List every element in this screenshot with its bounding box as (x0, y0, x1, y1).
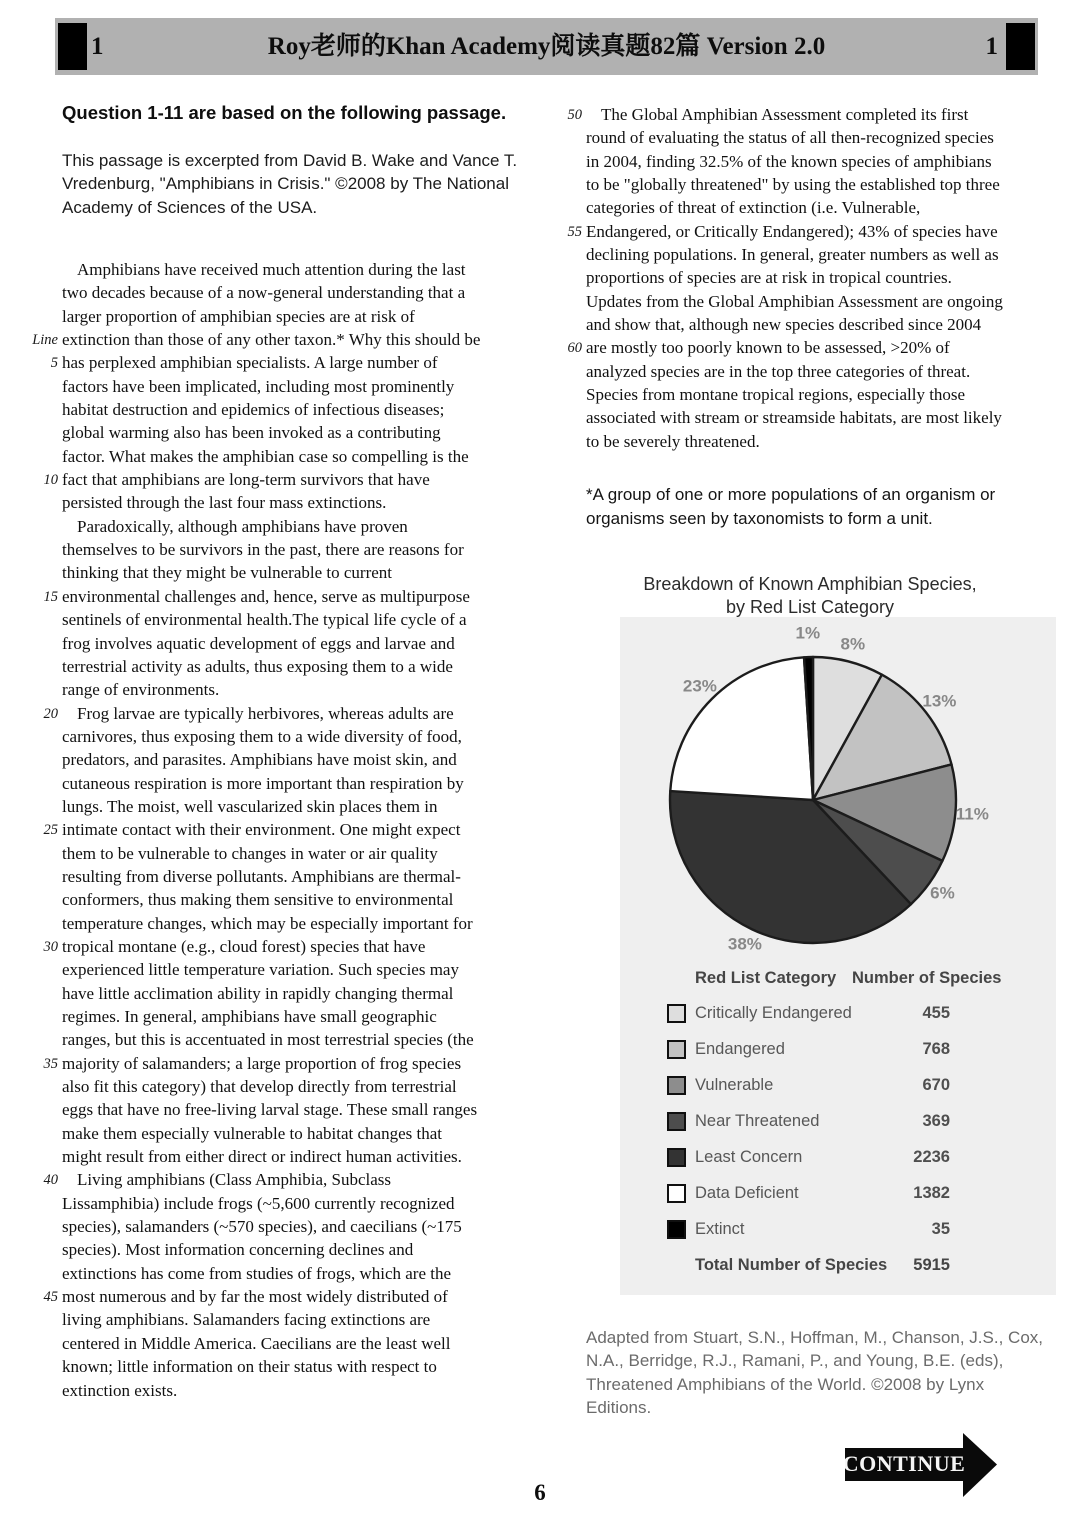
passage-line (62, 398, 554, 421)
passage-text: lungs. The moist, well vascularized skin places them in (62, 796, 438, 816)
passage-line (586, 126, 1066, 149)
passage-line (43, 1052, 554, 1075)
passage-text: Lissamphibia) include frogs (~5,600 currently recognized (62, 1193, 455, 1213)
pie-percent-label: 6% (930, 883, 955, 903)
passage-text: round of evaluating the status of all then-recognized species (586, 128, 994, 148)
line-number: 60 (567, 340, 582, 357)
passage-line (43, 1285, 554, 1308)
legend-value: 35 (931, 1220, 950, 1238)
passage-line (62, 1379, 554, 1402)
passage-text: carnivores, thus exposing them to a wide diversity of food, (62, 726, 462, 746)
legend-row (620, 1182, 1056, 1206)
pie-percent-label: 8% (840, 634, 866, 654)
passage-left-column (32, 258, 554, 1402)
passage-text: them to be vulnerable to changes in water or air quality (62, 843, 438, 863)
passage-text: extinctions has come from studies of frogs, which are the (62, 1263, 452, 1283)
passage-line (586, 150, 1066, 173)
source-note-line: Vredenburg, "Amphibians in Crisis." ©2008 by The National (62, 174, 509, 194)
source-note-line: Academy of Sciences of the USA. (62, 197, 318, 217)
passage-text: thinking that they might be vulnerable to current (62, 563, 392, 583)
passage-line (62, 795, 554, 818)
passage-line (62, 421, 554, 444)
legend-row (620, 1038, 1056, 1062)
passage-line (62, 1028, 554, 1051)
legend-header-row (620, 967, 1056, 991)
pie-percent-label: 38% (727, 934, 762, 954)
legend-label: Endangered (695, 1040, 785, 1058)
line-number: 55 (567, 223, 582, 240)
passage-line (567, 220, 1066, 243)
passage-text: extinction than those of any other taxon.* Why this should be (62, 330, 481, 350)
passage-line (62, 1098, 554, 1121)
passage-text: declining populations. In general, greater numbers as well as (586, 245, 999, 265)
passage-line (32, 328, 554, 351)
passage-right-column (567, 103, 1066, 453)
chart-panel (620, 617, 1056, 1295)
passage-text: to be "globally threatened" by using the established top three (586, 175, 1000, 195)
passage-text: themselves to be survivors in the past, there are reasons for (62, 540, 464, 560)
passage-text: intimate contact with their environment. One might expect (62, 820, 461, 840)
legend-value: 2236 (913, 1148, 950, 1166)
passage-text: might result from either direct or indirect human activities. (62, 1147, 462, 1167)
legend-value: 455 (922, 1004, 950, 1022)
passage-line (586, 266, 1066, 289)
legend-value: 768 (922, 1040, 950, 1058)
chart-title (562, 573, 1058, 618)
passage-text: in 2004, finding 32.5% of the known species of amphibians (586, 151, 992, 171)
passage-line (62, 515, 554, 538)
passage-line (43, 702, 554, 725)
legend-value: 670 (922, 1076, 950, 1094)
passage-line (62, 912, 554, 935)
source-note-line: This passage is excerpted from David B. Wake and Vance T. (62, 151, 518, 170)
passage-footnote (586, 483, 1066, 531)
passage-text: global warming also has been invoked as a contributing (62, 423, 441, 443)
passage-text: frog involves aquatic development of eggs and larvae and (62, 633, 455, 653)
passage-line (62, 1355, 554, 1378)
passage-line (62, 445, 554, 468)
legend-row (620, 1110, 1056, 1134)
passage-heading: Question 1-11 are based on the following passage. (62, 102, 507, 123)
passage-text: living amphibians. Salamanders facing extinctions are (62, 1310, 431, 1330)
line-number: 10 (43, 472, 58, 489)
passage-text: centered in Middle America. Caecilians are the least well (62, 1333, 451, 1353)
passage-line (62, 982, 554, 1005)
passage-text: tropical montane (e.g., cloud forest) species that have (62, 936, 426, 956)
legend-label: Near Threatened (695, 1112, 820, 1130)
legend-swatch-least-concern (667, 1148, 686, 1167)
legend-swatch-endangered (667, 1040, 686, 1059)
passage-line (62, 958, 554, 981)
passage-text: temperature changes, which may be especially important for (62, 913, 473, 933)
line-number: Line (32, 332, 58, 349)
passage-line (586, 406, 1066, 429)
legend-label: Vulnerable (695, 1076, 774, 1094)
passage-line (586, 243, 1066, 266)
passage-text: larger proportion of amphibian species are at risk of (62, 306, 415, 326)
passage-text: fact that amphibians are long-term survivors that have (62, 470, 430, 490)
passage-text: Updates from the Global Amphibian Assessment are ongoing (586, 291, 1003, 311)
passage-line (62, 1192, 554, 1215)
passage-text: are mostly too poorly known to be assessed, >20% of (586, 338, 950, 358)
chart-attribution (586, 1326, 1066, 1420)
passage-line (586, 290, 1066, 313)
passage-text: extinction exists. (62, 1380, 178, 1400)
passage-text: regimes. In general, amphibians have small geographic (62, 1007, 437, 1026)
attribution-line: N.A., Berridge, R.J., Ramani, P., and Young, B.E. (eds), (586, 1351, 1004, 1371)
passage-line (50, 351, 554, 374)
passage-text: also fit this category) that develop directly from terrestrial (62, 1077, 457, 1097)
passage-text: eggs that have no free-living larval stage. These small ranges (62, 1100, 478, 1120)
passage-text: experienced little temperature variation. Such species may (62, 960, 459, 980)
passage-text: factors have been implicated, including most prominently (62, 376, 455, 396)
continue-button (845, 1433, 1000, 1497)
legend-swatch-data-deficient (667, 1184, 686, 1203)
passage-text: Living amphibians (Class Amphibia, Subclass (77, 1170, 392, 1190)
legend-header-category: Red List Category (695, 969, 837, 987)
legend-total-value: 5915 (913, 1256, 950, 1274)
legend-row (620, 1218, 1056, 1242)
legend-label: Critically Endangered (695, 1004, 852, 1022)
passage-line (62, 608, 554, 631)
passage-text: majority of salamanders; a large proportion of frog species (62, 1053, 462, 1073)
passage-text: conformers, thus making them sensitive to environmental (62, 890, 454, 910)
passage-text: species), salamanders (~570 species), and caecilians (~175 (62, 1217, 462, 1237)
footnote-line: organisms seen by taxonomists to form a unit. (586, 509, 933, 528)
passage-text: The Global Amphibian Assessment completed its first (601, 105, 969, 124)
passage-line (567, 103, 1066, 126)
legend-label: Least Concern (695, 1148, 803, 1166)
page-header-bar (55, 18, 1038, 75)
passage-line (62, 491, 554, 514)
passage-line (586, 360, 1066, 383)
passage-text: Species from montane tropical regions, especially those (586, 385, 966, 405)
passage-text: Frog larvae are typically herbivores, whereas adults are (77, 703, 454, 723)
passage-line (586, 313, 1066, 336)
chart-title-line-2: by Red List Category (725, 596, 895, 617)
line-number: 30 (43, 938, 58, 955)
legend-swatch-near-threatened (667, 1112, 686, 1131)
source-note (62, 149, 572, 219)
legend-swatch-vulnerable (667, 1076, 686, 1095)
passage-line (62, 1145, 554, 1168)
passage-line (586, 173, 1066, 196)
passage-line (62, 772, 554, 795)
passage-text: and show that, although new species described since 2004 (586, 315, 982, 335)
passage-line (43, 468, 554, 491)
passage-text: associated with stream or streamside habitats, are most likely (586, 408, 1002, 428)
passage-line (62, 1262, 554, 1285)
legend-value: 369 (922, 1112, 950, 1130)
passage-text: cutaneous respiration is more important than respiration by (62, 773, 464, 793)
passage-text: proportions of species are at risk in tropical countries. (586, 268, 952, 288)
passage-line (62, 561, 554, 584)
passage-text: Endangered, or Critically Endangered); 43% of species have (586, 221, 998, 241)
legend-swatch-extinct (667, 1220, 686, 1239)
passage-line (62, 538, 554, 561)
passage-line (567, 336, 1066, 359)
pie-chart (620, 617, 1056, 969)
passage-line (62, 678, 554, 701)
passage-text: has perplexed amphibian specialists. A large number of (62, 353, 438, 373)
passage-text: terrestrial activity as adults, thus exposing them to a wide (62, 656, 453, 676)
line-number: 5 (50, 355, 58, 372)
chart-title-line-1: Breakdown of Known Amphibian Species, (643, 574, 977, 594)
passage-line (62, 842, 554, 865)
passage-line (62, 1308, 554, 1331)
passage-line (62, 655, 554, 678)
passage-line (43, 1168, 554, 1191)
passage-line (62, 1238, 554, 1261)
header-page-number-left: 1 (91, 33, 104, 60)
line-number: 25 (43, 822, 58, 839)
passage-text: environmental challenges and, hence, serve as multipurpose (62, 586, 470, 606)
header-title: Roy老师的Khan Academy阅读真题82篇 Version 2.0 (267, 33, 826, 60)
passage-text: have little acclimation ability in rapidly changing thermal (62, 983, 454, 1003)
passage-text: most numerous and by far the most widely distributed of (62, 1287, 448, 1307)
passage-text: Paradoxically, although amphibians have proven (77, 516, 408, 536)
attribution-line: Editions. (586, 1398, 652, 1418)
legend-row (620, 1002, 1056, 1026)
passage-text: two decades because of a now-general understanding that a (62, 283, 466, 303)
legend-total-label: Total Number of Species (695, 1256, 888, 1274)
passage-line (62, 258, 554, 281)
passage-line (43, 935, 554, 958)
passage-line (62, 888, 554, 911)
passage-line (62, 1332, 554, 1355)
passage-line (586, 383, 1066, 406)
legend-label: Data Deficient (695, 1184, 799, 1202)
line-number: 50 (567, 107, 582, 123)
passage-text: habitat destruction and epidemics of infectious diseases; (62, 400, 445, 420)
passage-text: persisted through the last four mass extinctions. (62, 493, 387, 513)
passage-text: resulting from diverse pollutants. Amphibians are thermal- (62, 866, 461, 886)
passage-text: analyzed species are in the top three categories of threat. (586, 361, 971, 381)
passage-line (62, 1122, 554, 1145)
continue-label: CONTINUE (845, 1451, 966, 1476)
pie-percent-label: 23% (682, 676, 717, 696)
passage-text: range of environments. (62, 680, 220, 700)
line-number: 15 (43, 588, 58, 605)
footnote-line: *A group of one or more populations of an organism or (586, 485, 996, 504)
passage-line (62, 1005, 554, 1028)
passage-text: sentinels of environmental health.The typical life cycle of a (62, 610, 467, 630)
passage-line (43, 585, 554, 608)
passage-line (62, 632, 554, 655)
legend-row (620, 1146, 1056, 1170)
legend-label: Extinct (695, 1220, 745, 1238)
passage-line (586, 430, 1066, 453)
passage-text: Amphibians have received much attention during the last (77, 260, 466, 279)
passage-line (62, 375, 554, 398)
line-number: 20 (43, 705, 58, 722)
header-page-number-right: 1 (985, 33, 998, 60)
legend-row (620, 1074, 1056, 1098)
passage-text: predators, and parasites. Amphibians have moist skin, and (62, 750, 457, 770)
pie-percent-label: 11% (955, 804, 989, 824)
passage-line (62, 865, 554, 888)
legend-header-count: Number of Species (852, 969, 1002, 987)
passage-line (43, 818, 554, 841)
line-number: 45 (43, 1289, 58, 1306)
passage-text: to be severely threatened. (586, 431, 760, 451)
passage-line (586, 196, 1066, 219)
continue-arrow-icon (845, 1433, 1000, 1497)
passage-text: make them especially vulnerable to habitat changes that (62, 1123, 442, 1143)
line-number: 40 (43, 1172, 58, 1189)
legend-value: 1382 (913, 1184, 950, 1202)
passage-line (62, 281, 554, 304)
passage-text: factor. What makes the amphibian case so compelling is the (62, 446, 469, 466)
passage-line (62, 748, 554, 771)
passage-line (62, 305, 554, 328)
passage-line (62, 1075, 554, 1098)
page-number: 6 (534, 1480, 546, 1505)
legend-total-row (620, 1254, 1056, 1278)
pie-percent-label: 13% (922, 691, 957, 711)
attribution-line: Adapted from Stuart, S.N., Hoffman, M., Chanson, J.S., Cox, (586, 1328, 1043, 1347)
pie-percent-label: 1% (795, 623, 821, 643)
passage-line (62, 1215, 554, 1238)
attribution-line: Threatened Amphibians of the World. ©2008 by Lynx (586, 1374, 985, 1394)
passage-text: known; little information on their status with respect to (62, 1357, 437, 1377)
passage-text: categories of threat of extinction (i.e. Vulnerable, (586, 198, 921, 218)
passage-text: ranges, but this is accentuated in most terrestrial species (the (62, 1030, 474, 1050)
legend-swatch-critically-endangered (667, 1004, 686, 1023)
line-number: 35 (43, 1055, 58, 1072)
passage-text: species). Most information concerning declines and (62, 1240, 414, 1260)
passage-line (62, 725, 554, 748)
